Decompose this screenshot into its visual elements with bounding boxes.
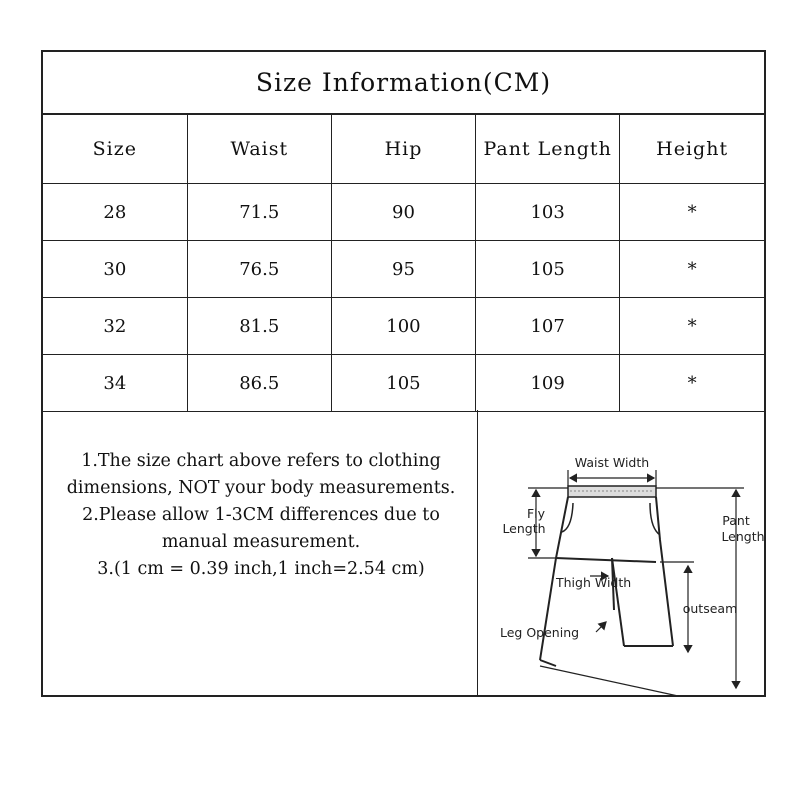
note-item: 1.The size chart above refers to clothing dimensions, NOT your body measurements. <box>66 451 456 498</box>
notes-panel <box>43 410 478 697</box>
cell-pant-length: 105 <box>476 241 620 298</box>
label-leg-opening: Leg Opening <box>500 625 580 640</box>
cell-hip: 95 <box>331 241 475 298</box>
cell-height: * <box>620 184 764 241</box>
header-height: Height <box>620 115 764 184</box>
table-row <box>43 355 764 412</box>
label-fly-length: Length <box>502 521 546 536</box>
cell-height: * <box>620 241 764 298</box>
notes-list <box>61 448 461 583</box>
cell-pant-length: 109 <box>476 355 620 412</box>
table-row <box>43 241 764 298</box>
cell-size: 34 <box>43 355 187 412</box>
header-row <box>43 115 764 184</box>
cell-height: * <box>620 355 764 412</box>
cell-waist: 86.5 <box>187 355 331 412</box>
cell-pant-length: 103 <box>476 184 620 241</box>
header-hip: Hip <box>331 115 475 184</box>
header-pant-length: Pant Length <box>476 115 620 184</box>
cell-size: 28 <box>43 184 187 241</box>
pants-diagram-panel <box>478 410 766 697</box>
label-outseam: outseam <box>682 601 738 616</box>
label-pant-length: Length <box>721 529 765 544</box>
cell-hip: 90 <box>331 184 475 241</box>
cell-waist: 81.5 <box>187 298 331 355</box>
table-row <box>43 298 764 355</box>
header-waist: Waist <box>187 115 331 184</box>
pants-measurement-diagram <box>478 410 766 697</box>
cell-waist: 76.5 <box>187 241 331 298</box>
cell-size: 32 <box>43 298 187 355</box>
label-fly-length: Fly <box>526 506 546 521</box>
cell-pant-length: 107 <box>476 298 620 355</box>
header-size: Size <box>43 115 187 184</box>
cell-size: 30 <box>43 241 187 298</box>
cell-height: * <box>620 298 764 355</box>
cell-hip: 105 <box>331 355 475 412</box>
note-item: 3.(1 cm = 0.39 inch,1 inch=2.54 cm) <box>97 559 425 579</box>
label-thigh-width: Thigh Width <box>556 575 632 590</box>
label-waist-width: Waist Width <box>574 455 650 470</box>
cell-waist: 71.5 <box>187 184 331 241</box>
size-table <box>43 114 764 412</box>
cell-hip: 100 <box>331 298 475 355</box>
note-item: 2.Please allow 1-3CM differences due to manual measurement. <box>82 505 440 552</box>
size-chart-sheet <box>41 50 766 697</box>
table-row <box>43 184 764 241</box>
chart-title: Size Information(CM) <box>43 52 764 114</box>
label-pant-length: Pant <box>722 513 750 528</box>
